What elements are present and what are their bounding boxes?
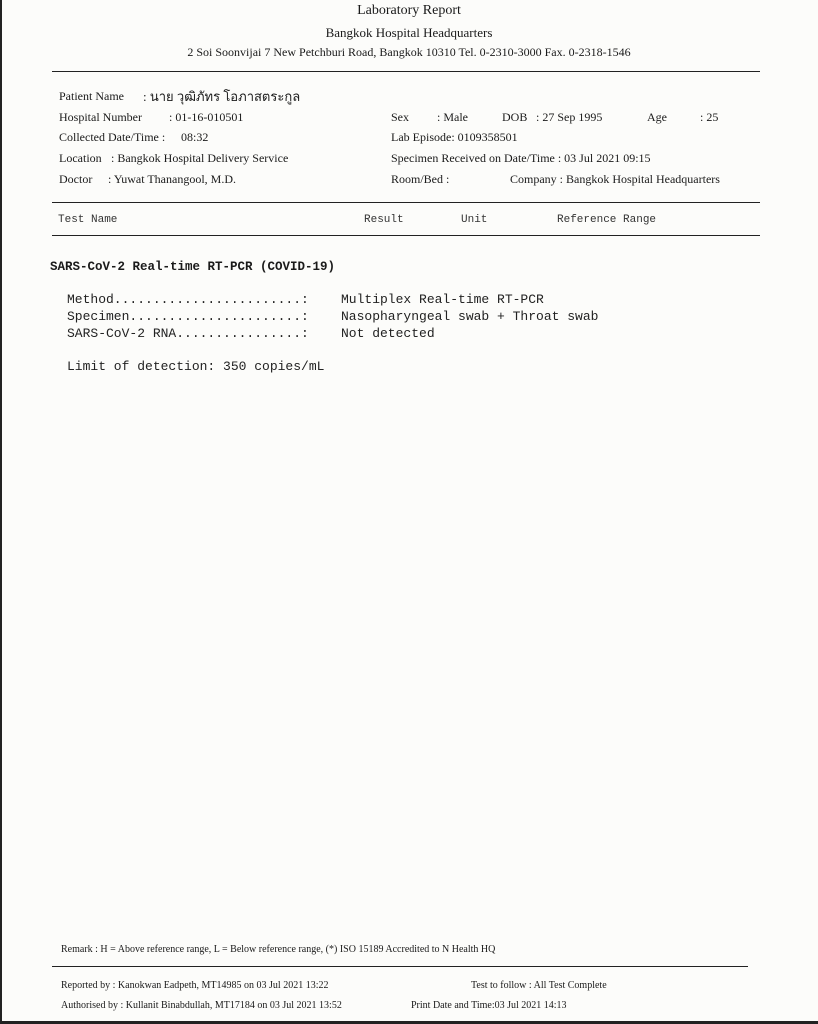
doctor-label: Doctor [59,172,93,186]
patient-block-divider [52,202,760,203]
specimen-received: Specimen Received on Date/Time : 03 Jul 2021 09:15 [391,151,651,165]
hospital-number-label: Hospital Number [59,110,142,124]
remark: Remark : H = Above reference range, L = Below reference range, (*) ISO 15189 Accredited to N Health HQ [61,944,496,955]
authorised-by: Authorised by : Kullanit Binabdullah, MT17184 on 03 Jul 2021 13:52 [61,1000,342,1011]
print-date: Print Date and Time:03 Jul 2021 14:13 [411,1000,567,1011]
reported-by: Reported by : Kanokwan Eadpeth, MT14985 on 03 Jul 2021 13:22 [61,980,329,991]
collected-label: Collected Date/Time : [59,130,166,144]
specimen-label: Specimen......................: [67,309,309,324]
sex-value: : Male [437,110,468,124]
organization-address: 2 Soi Soonvijai 7 New Petchburi Road, Bangkok 10310 Tel. 0-2310-3000 Fax. 0-2318-1546 [187,45,631,59]
footer-divider [52,966,748,967]
test-to-follow: Test to follow : All Test Complete [471,980,607,991]
rna-label: SARS-CoV-2 RNA................: [67,326,309,341]
column-result: Result [364,214,404,226]
column-header-divider [52,235,760,236]
age-value: : 25 [700,110,719,124]
specimen-value: Nasopharyngeal swab + Throat swab [341,309,599,324]
room-bed: Room/Bed : [391,172,450,186]
doctor-value: : Yuwat Thanangool, M.D. [108,172,236,186]
report-title: Laboratory Report [357,3,461,18]
limit-of-detection: Limit of detection: 350 copies/mL [67,359,325,374]
collected-value: 08:32 [181,130,209,144]
lab-episode: Lab Episode: 0109358501 [391,130,518,144]
column-reference-range: Reference Range [557,214,657,226]
method-label: Method........................: [67,292,309,307]
hospital-number-value: : 01-16-010501 [169,110,244,124]
location-value: : Bangkok Hospital Delivery Service [111,151,289,165]
method-value: Multiplex Real-time RT-PCR [341,292,544,307]
dob-value: : 27 Sep 1995 [536,110,603,124]
column-test-name: Test Name [58,214,118,226]
header-divider [52,71,760,72]
column-unit: Unit [461,214,488,226]
company: Company : Bangkok Hospital Headquarters [510,172,720,186]
organization-name: Bangkok Hospital Headquarters [325,25,493,40]
age-label: Age [647,110,667,124]
sex-label: Sex [391,110,409,124]
test-heading: SARS-CoV-2 Real-time RT-PCR (COVID-19) [50,260,336,274]
patient-name-value: : นาย วุฒิภัทร โอภาสตระกูล [143,89,301,104]
page-left-edge [0,0,2,1024]
dob-label: DOB [502,110,528,124]
rna-value: Not detected [341,326,435,341]
location-label: Location [59,151,102,165]
patient-name-label: Patient Name [59,89,124,103]
